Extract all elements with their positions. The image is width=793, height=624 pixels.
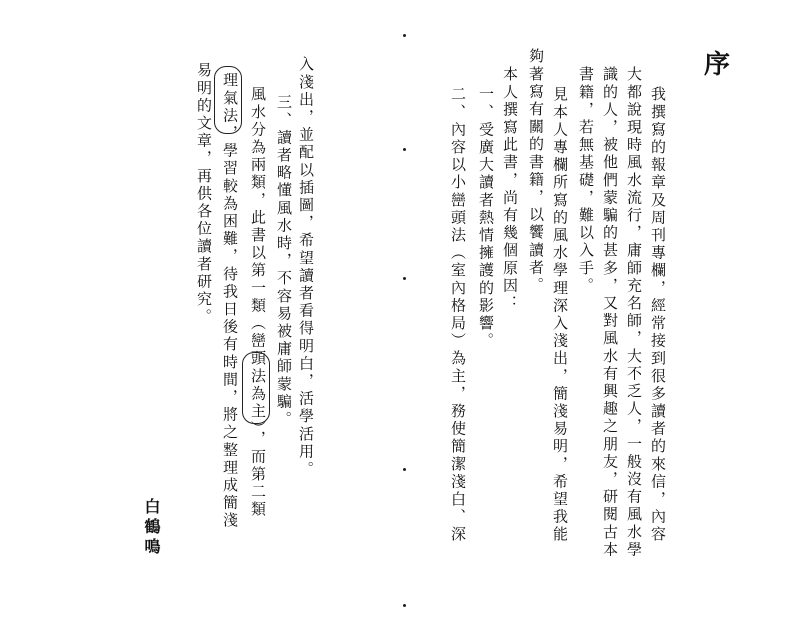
text-column-10: 入淺出，並配以插圖，希望讀者看得明白，活學活用。 — [297, 56, 315, 479]
handwritten-circle-liqi — [214, 66, 242, 134]
text-column-5: 見本人專欄所寫的風水學理深入淺出，簡淺易明，希望我能 — [551, 86, 569, 544]
text-column-9: 二、內容以小巒頭法（室內格局）為主，務使簡潔淺白、深 — [449, 86, 467, 544]
text-column-2: 大都說現時風水流行，庸師充名師，大不乏人，一般沒有風水學 — [625, 66, 643, 559]
text-column-1: 我撰寫的報章及周刊專欄，經常接到很多讀者的來信，內容 — [649, 86, 667, 544]
text-column-3: 識的人，被他們蒙騙的甚多，又對風水有興趣之朋友，研閱古本 — [601, 66, 619, 559]
scan-speck — [403, 277, 406, 280]
text-column-12: 風水分為兩類，此書以第一類（巒頭法為主），而第二類 — [249, 86, 267, 519]
text-column-11: 三、讀者略懂風水時，不容易被庸師蒙騙。 — [275, 94, 293, 429]
text-column-14: 易明的文章，再供各位讀者研究。 — [195, 62, 213, 326]
author-signature: 白鶴鳴 — [142, 498, 161, 558]
text-column-13: 理氣法，學習較為困難，待我日後有時間，將之整理成簡淺 — [221, 72, 239, 530]
text-column-6: 夠著寫有關的書籍，以饗讀者。 — [527, 48, 545, 295]
handwritten-circle-luantou — [242, 352, 270, 424]
text-column-8: 一、受廣大讀者熱情擁護的影響。 — [477, 86, 495, 350]
scan-speck — [403, 34, 406, 37]
scan-speck — [403, 604, 406, 607]
preface-title: 序 — [704, 50, 731, 80]
scan-speck — [403, 468, 406, 471]
scan-speck — [403, 148, 406, 151]
text-column-7: 本人撰寫此書，尚有幾個原因： — [501, 66, 519, 313]
text-column-4: 書籍，若無基礎，難以入手。 — [577, 66, 595, 295]
